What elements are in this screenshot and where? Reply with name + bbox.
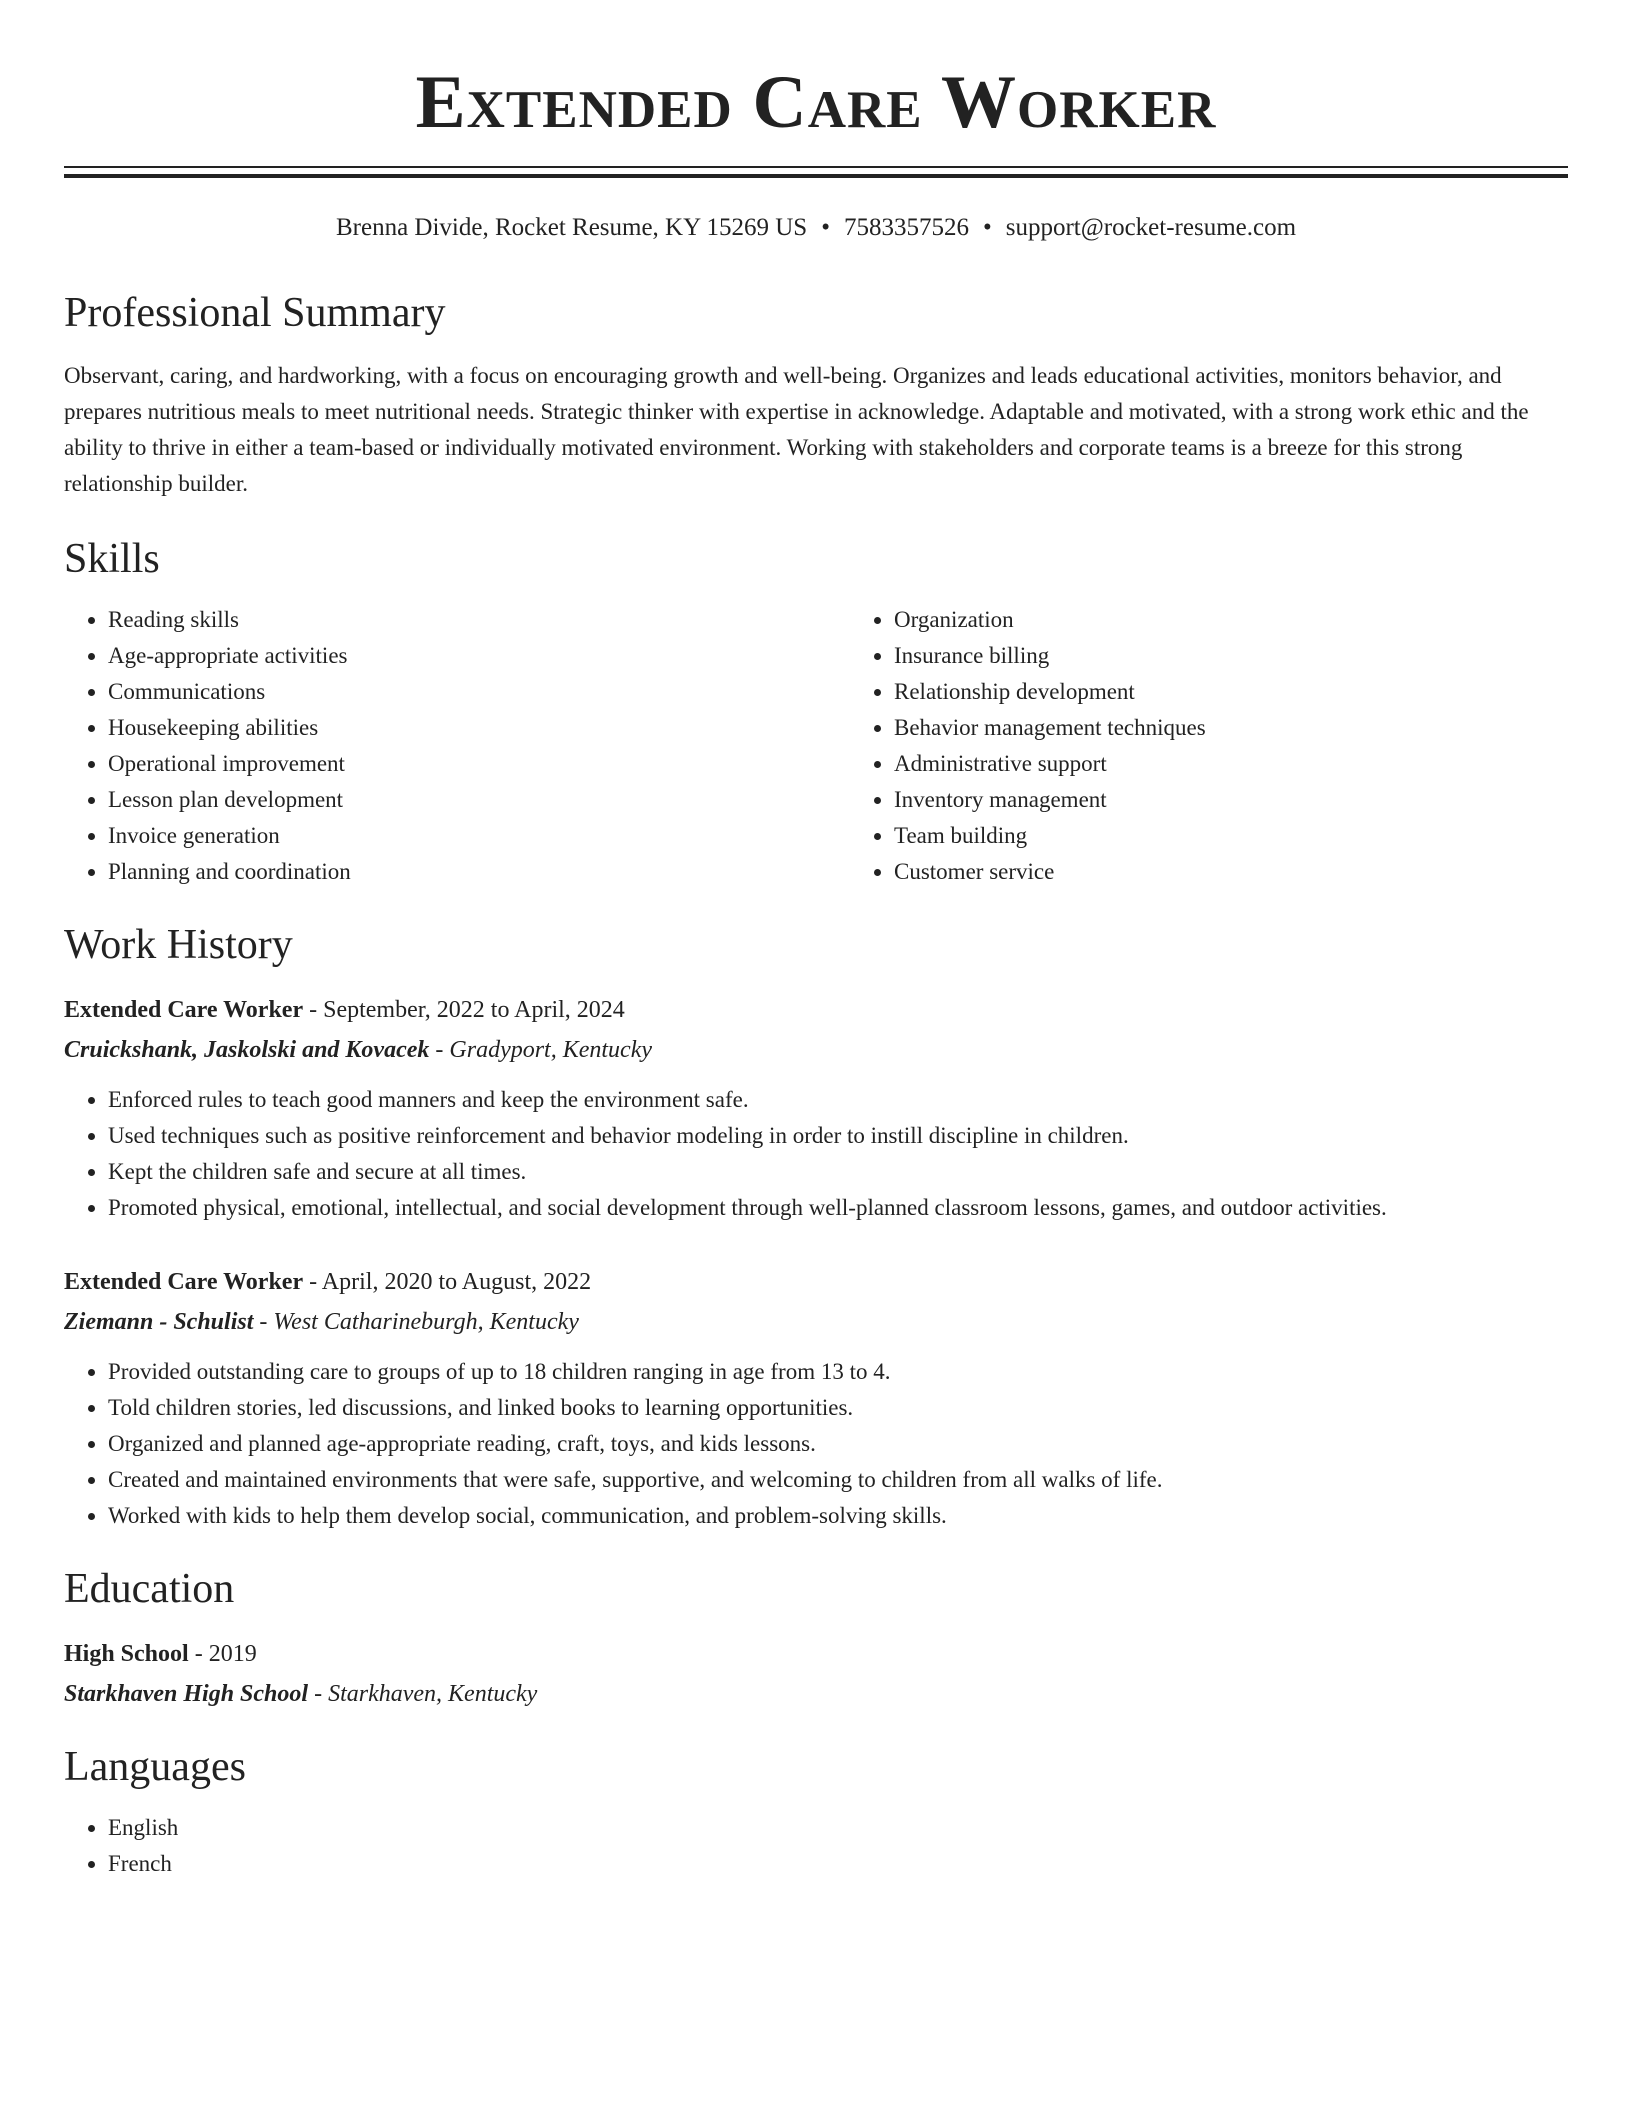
job-title: Extended Care Worker	[64, 1269, 304, 1295]
job-bullet: • Provided outstanding care to groups of up to 18 children ranging in age from 13 to 4.	[108, 1354, 1568, 1390]
job-entry	[64, 990, 1568, 1226]
job-location: West Catharineburgh, Kentucky	[273, 1309, 579, 1335]
job-title: Extended Care Worker	[64, 997, 304, 1023]
job-title-line	[64, 990, 1568, 1030]
title-divider-thin	[64, 166, 1568, 168]
education-entry	[64, 1634, 1568, 1714]
job-company: Ziemann - Schulist	[64, 1309, 254, 1335]
job-bullet: • Promoted physical, emotional, intellectual, and social development through well-planned classroom lessons, games, and outdoor activities.	[108, 1190, 1568, 1226]
education-school: Starkhaven High School	[64, 1681, 309, 1707]
dash: -	[309, 1269, 318, 1295]
contact-separator: •	[821, 214, 830, 241]
job-company: Cruickshank, Jaskolski and Kovacek	[64, 1037, 430, 1063]
education-degree-line	[64, 1634, 1568, 1674]
education-school-line	[64, 1674, 1568, 1714]
summary-heading: Professional Summary	[64, 290, 446, 336]
languages-list	[64, 1810, 1568, 1882]
skill-item: • Planning and coordination	[108, 854, 850, 890]
dash: -	[314, 1681, 323, 1707]
skill-item: • Age-appropriate activities	[108, 638, 850, 674]
dash: -	[309, 997, 318, 1023]
skills-column-left	[64, 602, 850, 890]
skill-item: • Insurance billing	[894, 638, 1632, 674]
resume-title: Extended Care Worker	[415, 61, 1217, 144]
skill-item: • Operational improvement	[108, 746, 850, 782]
skill-item: • Reading skills	[108, 602, 850, 638]
job-bullet: • Used techniques such as positive reinforcement and behavior modeling in order to instill discipline in children.	[108, 1118, 1568, 1154]
job-location: Gradyport, Kentucky	[449, 1037, 653, 1063]
job-dates: September, 2022 to April, 2024	[323, 997, 625, 1023]
skill-item: • Customer service	[894, 854, 1632, 890]
title-divider-thick	[64, 174, 1568, 178]
skill-item: • Team building	[894, 818, 1632, 854]
job-bullet: • Created and maintained environments that were safe, supportive, and welcoming to children from all walks of life.	[108, 1462, 1568, 1498]
contact-phone: 7583357526	[843, 214, 969, 241]
job-bullets	[64, 1354, 1568, 1534]
skills-list	[64, 602, 1568, 890]
job-bullet: • Told children stories, led discussions, and linked books to learning opportunities.	[108, 1390, 1568, 1426]
education-location: Starkhaven, Kentucky	[328, 1681, 538, 1707]
dash: -	[435, 1037, 444, 1063]
languages-heading: Languages	[64, 1744, 246, 1790]
contact-email: support@rocket-resume.com	[1005, 214, 1297, 241]
skill-item: • Inventory management	[894, 782, 1632, 818]
dash: -	[259, 1309, 268, 1335]
job-entry	[64, 1262, 1568, 1534]
job-company-line	[64, 1302, 1568, 1342]
contact-separator: •	[982, 214, 992, 241]
education-heading: Education	[64, 1566, 235, 1612]
language-item: • English	[108, 1810, 1568, 1846]
summary-text: Observant, caring, and hardworking, with a focus on encouraging growth and well-being. Organizes and leads educational activities, monitors behavior, and prepares nutritious meals to meet nutritional needs. Strategic thinker with expertise in acknowledge. Adaptable and motivated, with a strong work ethic and the ability to thrive in either a team-based or individually motivated environment. Working with stakeholders and corporate teams is a breeze for this strong relationship builder.	[64, 363, 1529, 496]
skill-item: • Relationship development	[894, 674, 1632, 710]
skill-item: • Organization	[894, 602, 1632, 638]
job-bullets	[64, 1082, 1568, 1226]
education-year: 2019	[208, 1641, 257, 1667]
skill-item: • Behavior management techniques	[894, 710, 1632, 746]
education-degree: High School	[64, 1641, 189, 1667]
skill-item: • Lesson plan development	[108, 782, 850, 818]
contact-address: Brenna Divide, Rocket Resume, KY 15269 US	[335, 214, 808, 241]
skills-column-right	[850, 602, 1632, 890]
job-title-line	[64, 1262, 1568, 1302]
job-bullet: • Enforced rules to teach good manners and keep the environment safe.	[108, 1082, 1568, 1118]
job-bullet: • Organized and planned age-appropriate reading, craft, toys, and kids lessons.	[108, 1426, 1568, 1462]
contact-info	[64, 212, 1568, 244]
skill-item: • Housekeeping abilities	[108, 710, 850, 746]
work-history-heading: Work History	[64, 922, 293, 968]
skill-item: • Invoice generation	[108, 818, 850, 854]
skills-heading: Skills	[64, 536, 160, 582]
job-dates: April, 2020 to August, 2022	[321, 1269, 592, 1295]
job-bullet: • Kept the children safe and secure at all times.	[108, 1154, 1568, 1190]
job-bullet: • Worked with kids to help them develop social, communication, and problem-solving skills.	[108, 1498, 1568, 1534]
skill-item: • Administrative support	[894, 746, 1632, 782]
dash: -	[194, 1641, 203, 1667]
job-company-line	[64, 1030, 1568, 1070]
skill-item: • Communications	[108, 674, 850, 710]
language-item: • French	[108, 1846, 1568, 1882]
